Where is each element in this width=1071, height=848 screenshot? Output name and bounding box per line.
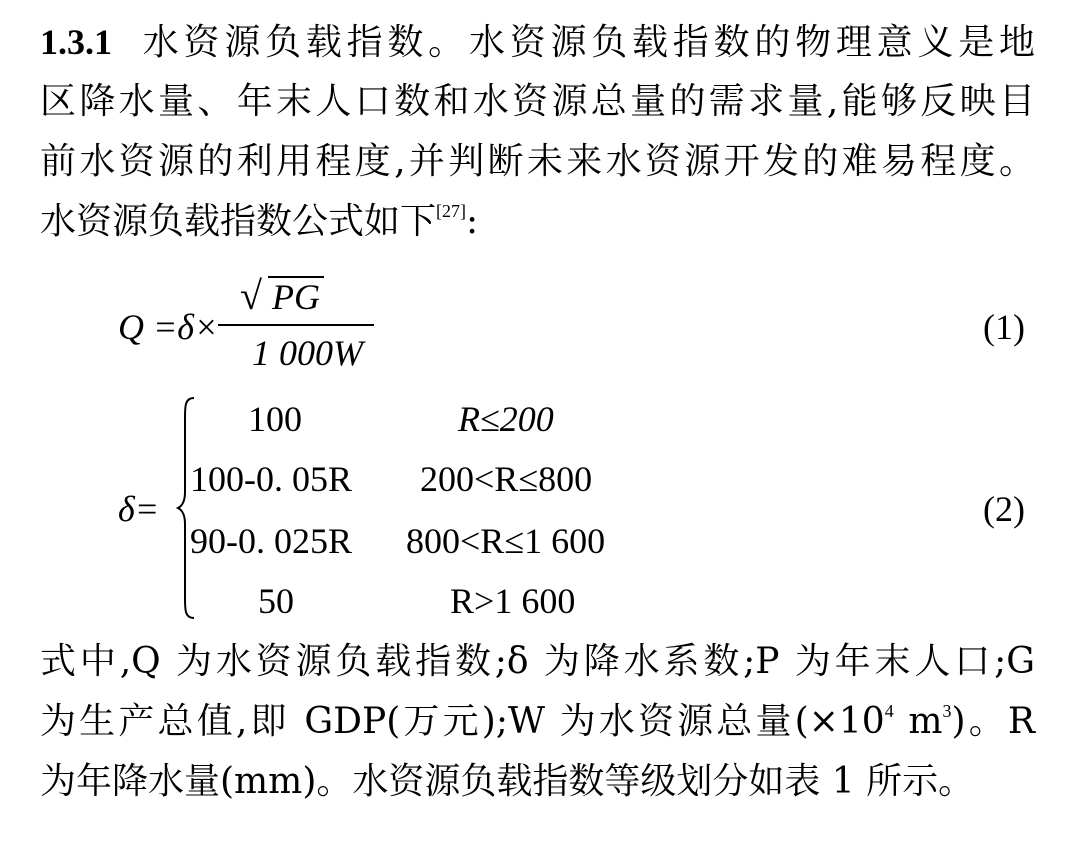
paragraph-line-4-text: 水资源负载指数公式如下 (40, 201, 437, 242)
sqrt-icon: √ (240, 273, 262, 318)
equation-1-denominator: 1 000W (252, 333, 363, 373)
exponent-4: 4 (884, 700, 894, 721)
fraction-bar (218, 324, 374, 326)
case-3-condition: 800<R≤1 600 (406, 521, 606, 561)
paragraph-line-4 (40, 192, 1035, 252)
case-4-value: 50 (258, 581, 294, 621)
paragraph-line-3: 前水资源的利用程度,并判断未来水资源开发的难易程度。 (40, 141, 1035, 182)
definition-line-2-a: 为生产总值,即 GDP(万元);W 为水资源总量(×10 (40, 701, 885, 742)
section-number: 1.3.1 (40, 22, 112, 62)
case-3-value: 90-0. 025R (190, 521, 352, 561)
equation-2-number: (2) (983, 489, 1025, 529)
equation-1-number: (1) (983, 307, 1025, 347)
definition-line-1: 式中,Q 为水资源负载指数;δ 为降水系数;P 为年末人口;G (40, 641, 1035, 682)
paragraph-line-4-end: : (466, 201, 479, 242)
equation-1-radicand: PG (268, 276, 324, 316)
definition-line-2-b: m (893, 701, 943, 742)
definition-line-2 (40, 692, 1035, 752)
equation-2-lhs: δ= (118, 489, 160, 529)
citation-ref[interactable]: [27] (436, 200, 467, 221)
section-heading-line (40, 12, 1035, 72)
exponent-3: 3 (942, 700, 952, 721)
case-1-value: 100 (248, 399, 302, 439)
case-1-condition: R≤200 (458, 399, 554, 439)
paragraph-line-2: 区降水量、年末人口数和水资源总量的需求量,能够反映目 (40, 81, 1035, 122)
definition-line-2-c: )。R (951, 701, 1035, 742)
case-2-value: 100-0. 05R (190, 459, 352, 499)
paragraph-line-1: 水资源负载指数。水资源负载指数的物理意义是地 (138, 22, 1035, 63)
definition-line-3: 为年降水量(mm)。水资源负载指数等级划分如表 1 所示。 (40, 761, 975, 802)
case-4-condition: R>1 600 (450, 581, 576, 621)
equation-1 (40, 268, 1035, 378)
equation-1-lhs: Q =δ× (118, 307, 219, 347)
equation-2 (40, 392, 1035, 624)
case-2-condition: 200<R≤800 (420, 459, 593, 499)
left-brace-icon (176, 396, 196, 620)
